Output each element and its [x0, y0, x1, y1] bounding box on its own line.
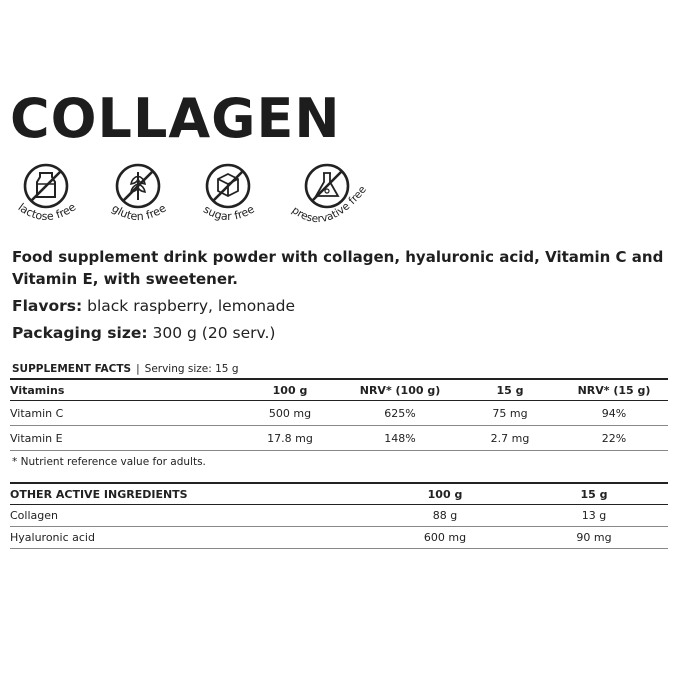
packaging-line — [12, 324, 275, 342]
table-row — [10, 426, 668, 451]
table-header-cell: NRV* (100 g) — [340, 379, 460, 401]
table-cell: 148% — [340, 426, 460, 451]
flavors-label: Flavors: — [12, 297, 83, 315]
badge-label: preservative free — [289, 183, 369, 226]
table-cell: 75 mg — [460, 401, 560, 426]
supplement-facts-heading — [12, 363, 239, 375]
product-description: Food supplement drink powder with collagen, hyaluronic acid, Vitamin C and Vitamin E, with sweetener. — [12, 248, 664, 288]
svg-text:gluten free — [109, 201, 168, 223]
badge-preservative-free — [282, 160, 382, 240]
table-cell: 90 mg — [520, 527, 668, 549]
table-header-cell: NRV* (15 g) — [560, 379, 668, 401]
table-cell: 625% — [340, 401, 460, 426]
table-row — [10, 505, 668, 527]
vitamins-table — [10, 378, 668, 451]
table-cell: 600 mg — [370, 527, 520, 549]
table-header-cell: 15 g — [520, 483, 668, 505]
svg-text:lactose free — [16, 200, 79, 223]
packaging-value: 300 g (20 serv.) — [152, 324, 276, 342]
svg-text:sugar free — [201, 202, 257, 223]
table-cell: 17.8 mg — [240, 426, 340, 451]
flavors-value: black raspberry, lemonade — [87, 297, 295, 315]
badge-row — [0, 160, 400, 240]
badge-lactose-free — [8, 160, 108, 240]
wheat-crossed-icon — [100, 160, 200, 240]
table-header-cell: 100 g — [240, 379, 340, 401]
badge-gluten-free — [100, 160, 200, 240]
heading-separator: | — [136, 363, 140, 375]
table-header-cell: 100 g — [370, 483, 520, 505]
table-cell: 22% — [560, 426, 668, 451]
other-ingredients-table — [10, 482, 668, 549]
table-cell: Collagen — [10, 505, 370, 527]
product-title: COLLAGEN — [10, 87, 341, 150]
table-header-cell: 15 g — [460, 379, 560, 401]
table-cell: 94% — [560, 401, 668, 426]
flask-crossed-icon — [282, 160, 382, 240]
serving-size: Serving size: 15 g — [144, 363, 239, 375]
table-cell: 88 g — [370, 505, 520, 527]
table-cell: 13 g — [520, 505, 668, 527]
table-cell: Vitamin C — [10, 401, 240, 426]
table-row — [10, 527, 668, 549]
table-header-row — [10, 379, 668, 401]
table-cell: Vitamin E — [10, 426, 240, 451]
table-row — [10, 401, 668, 426]
sugar-cube-crossed-icon — [190, 160, 290, 240]
table-header-cell: Vitamins — [10, 379, 240, 401]
table-header-row — [10, 483, 668, 505]
badge-label: gluten free — [109, 201, 169, 224]
badge-label: sugar free — [201, 202, 257, 224]
nrv-footnote: * Nutrient reference value for adults. — [12, 456, 206, 468]
table-cell: 500 mg — [240, 401, 340, 426]
badge-sugar-free — [190, 160, 290, 240]
supplement-facts-title: SUPPLEMENT FACTS — [12, 363, 132, 375]
table-header-cell: OTHER ACTIVE INGREDIENTS — [10, 483, 370, 505]
table-cell: 2.7 mg — [460, 426, 560, 451]
bottle-crossed-icon — [8, 160, 108, 240]
packaging-label: Packaging size: — [12, 324, 148, 342]
flavors-line — [12, 297, 295, 315]
badge-label: lactose free — [15, 200, 79, 224]
table-cell: Hyaluronic acid — [10, 527, 370, 549]
